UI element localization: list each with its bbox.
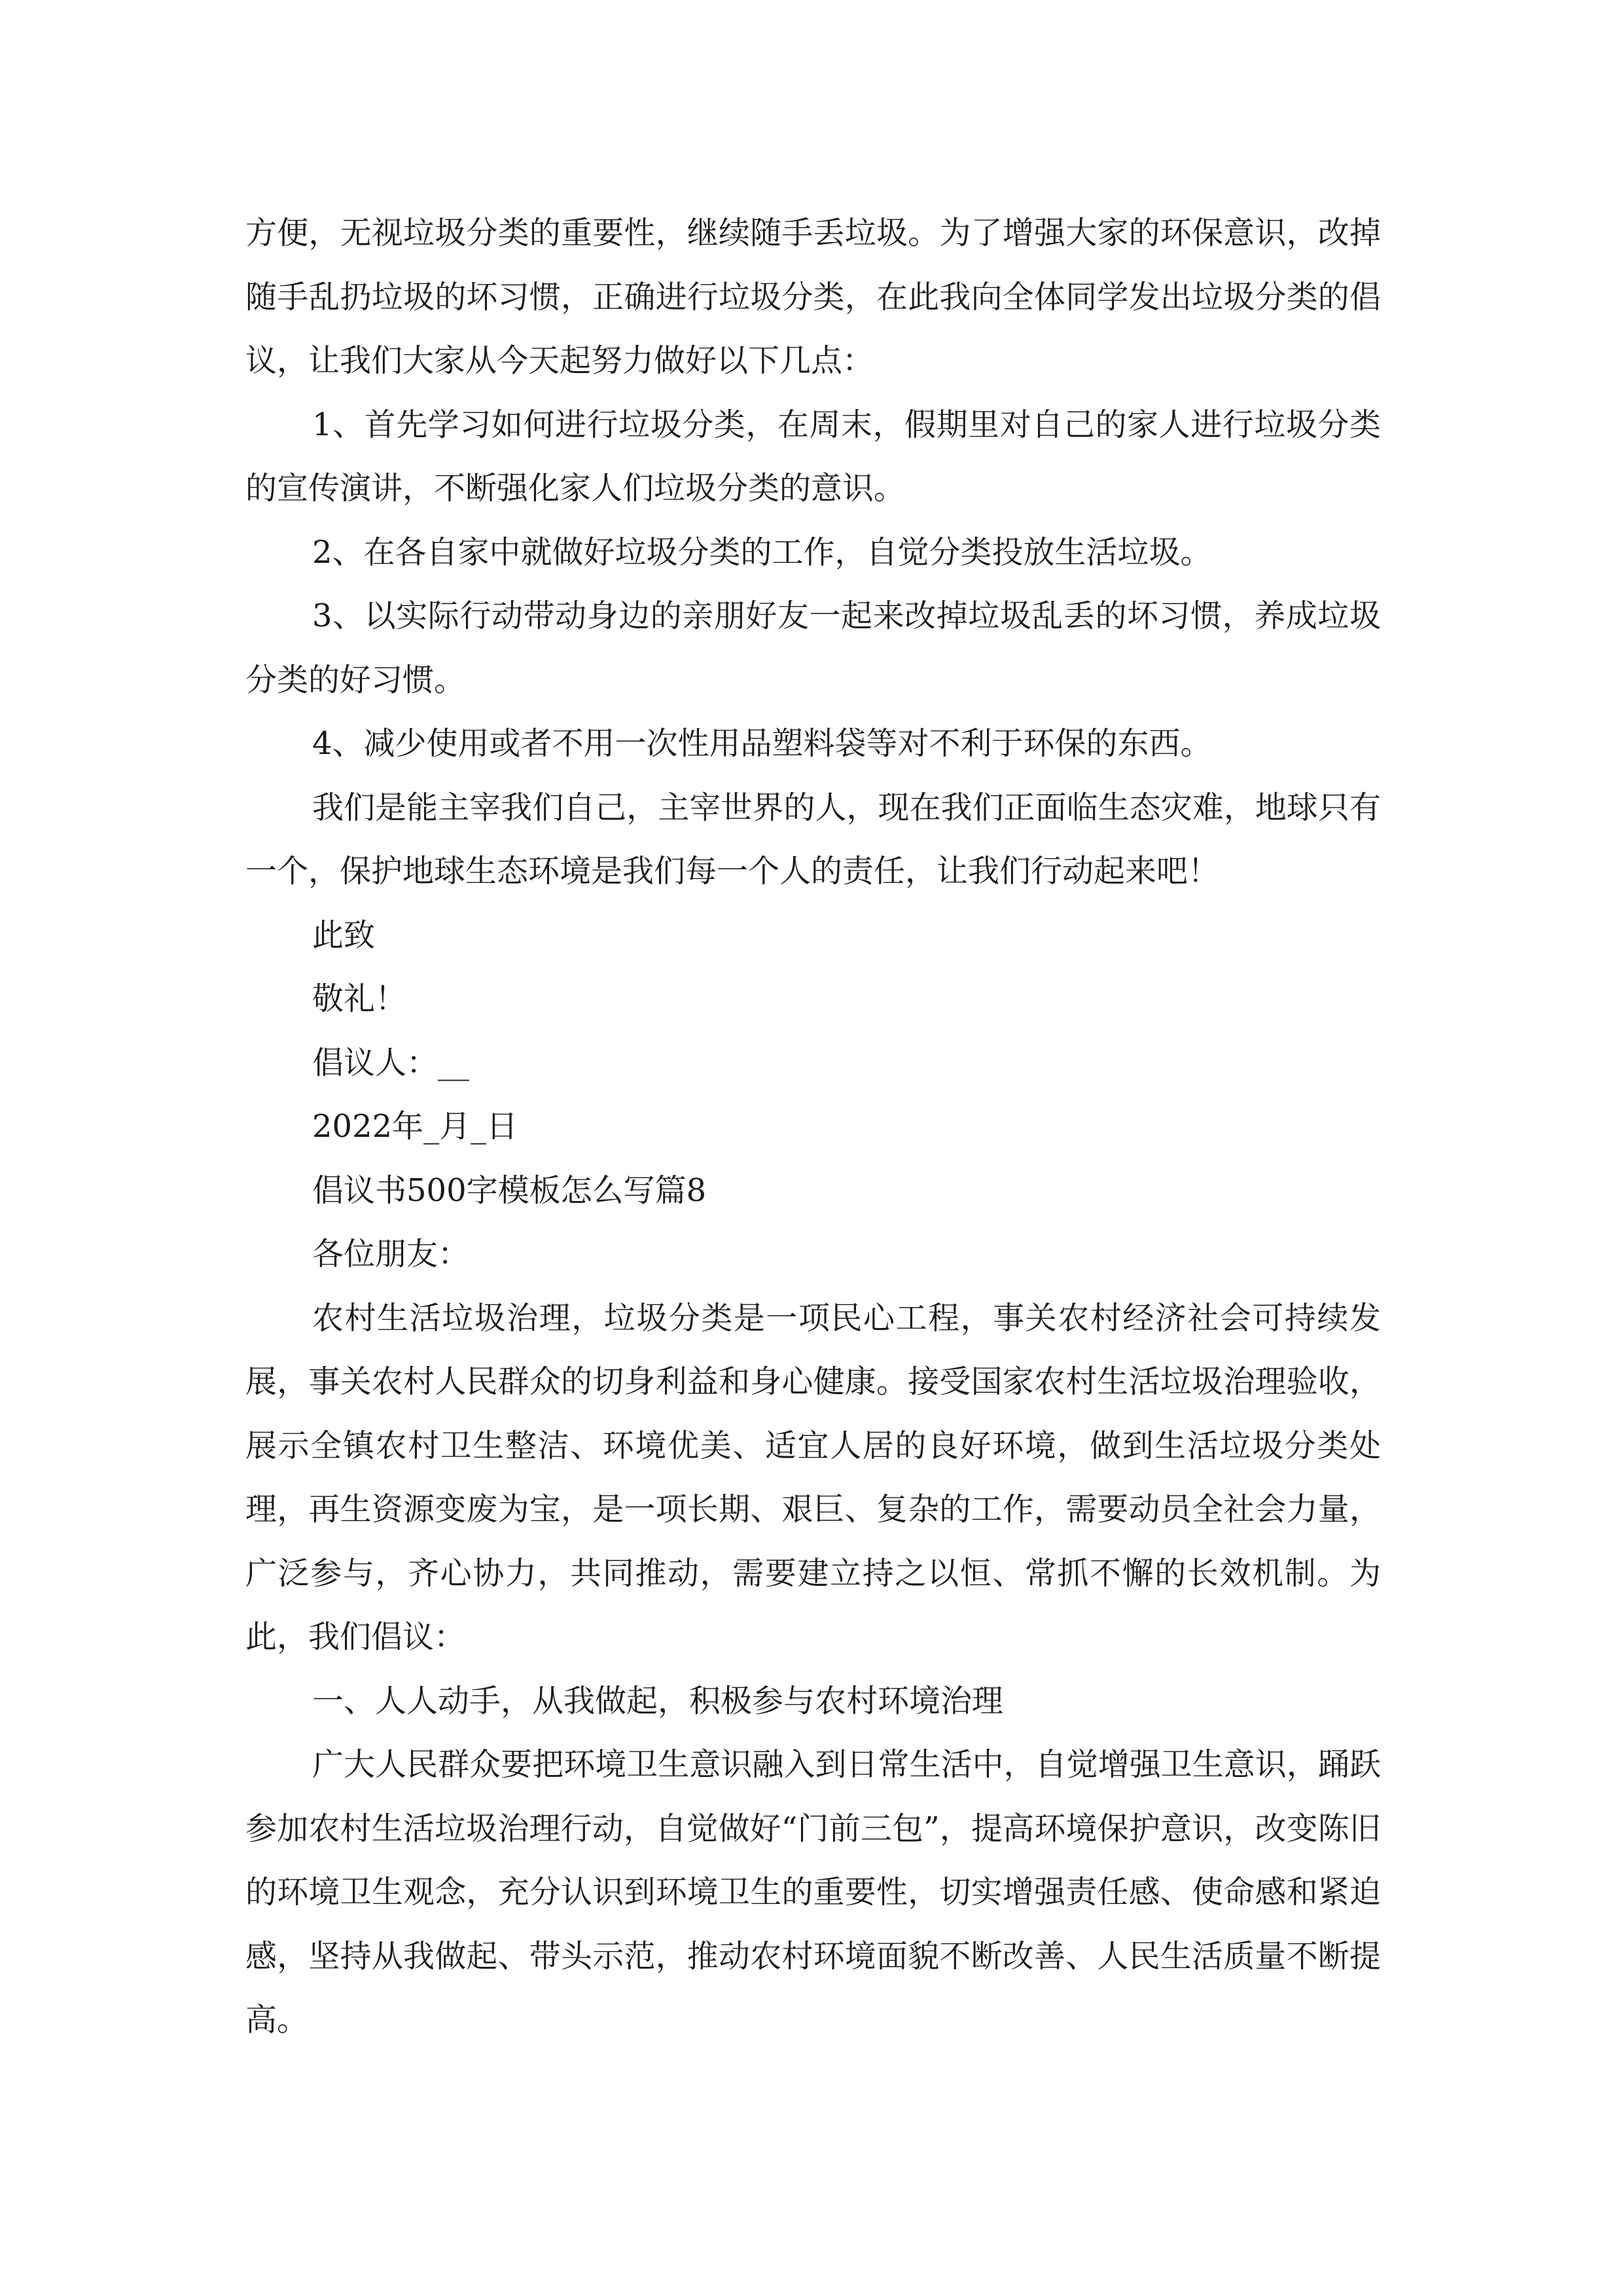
subheading-one: 一、人人动手，从我做起，积极参与农村环境治理 xyxy=(312,1682,1004,1719)
signature-line: 倡议人：__ xyxy=(312,1044,470,1081)
section-heading: 倡议书500字模板怎么写篇8 xyxy=(312,1172,707,1209)
paragraph-intro: 农村生活垃圾治理，垃圾分类是一项民心工程，事关农村经济社会可持续发展，事关农村人民群众的切身利益和身心健康。接受国家农村生活垃圾治理验收，展示全镇农村卫生整洁、环境优美、适宜人居的良好环境，做到生活垃圾分类处理，再生资源变废为宝，是一项长期、艰巨、复杂的工作，需要动员全社会力量，广泛参与，齐心协力，共同推动，需要建立持之以恒、常抓不懈的长效机制。为此，我们倡议： xyxy=(245,1299,1381,1655)
salutation-jingli: 敬礼！ xyxy=(312,980,407,1017)
paragraph-point-4: 4、减少使用或者不用一次性用品塑料袋等对不利于环保的东西。 xyxy=(312,725,1212,762)
document-body xyxy=(245,202,1381,2053)
paragraph-point-1: 1、首先学习如何进行垃圾分类，在周末，假期里对自己的家人进行垃圾分类的宣传演讲，不断强化家人们垃圾分类的意识。 xyxy=(245,406,1381,507)
paragraph-body: 广大人民群众要把环境卫生意识融入到日常生活中，自觉增强卫生意识，踊跃参加农村生活垃圾治理行动，自觉做好“门前三包”，提高环境保护意识，改变陈旧的环境卫生观念，充分认识到环境卫生的重要性，切实增强责任感、使命感和紧迫感，坚持从我做起、带头示范，推动农村环境面貌不断改善、人民生活质量不断提高。 xyxy=(245,1746,1381,2038)
paragraph-point-2: 2、在各自家中就做好垃圾分类的工作，自觉分类投放生活垃圾。 xyxy=(312,533,1212,571)
salutation-cizhi: 此致 xyxy=(312,916,376,954)
paragraph-continuation: 方便，无视垃圾分类的重要性，继续随手丢垃圾。为了增强大家的环保意识，改掉随手乱扔垃圾的坏习惯，正确进行垃圾分类，在此我向全体同学发出垃圾分类的倡议，让我们大家从今天起努力做好以下几点： xyxy=(245,215,1381,379)
paragraph-point-3: 3、以实际行动带动身边的亲朋好友一起来改掉垃圾乱丢的坏习惯，养成垃圾分类的好习惯。 xyxy=(245,598,1381,698)
paragraph-closing: 我们是能主宰我们自己，主宰世界的人，现在我们正面临生态灾难，地球只有一个，保护地球生态环境是我们每一个人的责任，让我们行动起来吧！ xyxy=(245,789,1381,889)
date-line: 2022年_月_日 xyxy=(312,1108,518,1145)
greeting-line: 各位朋友： xyxy=(312,1236,470,1272)
